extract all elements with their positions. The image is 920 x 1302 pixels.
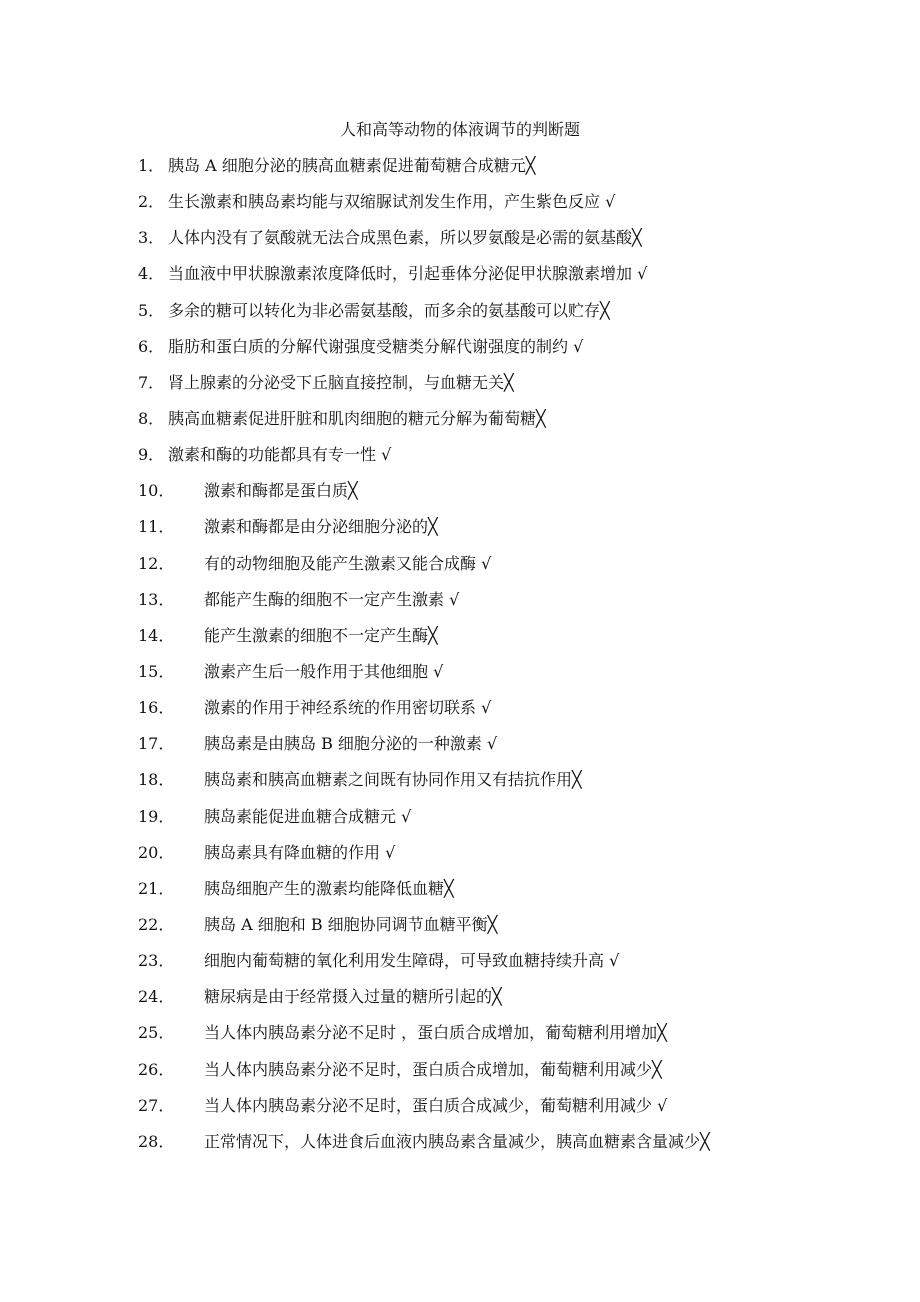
list-item bbox=[138, 842, 838, 878]
item-text: 人体内没有了氨酸就无法合成黑色素，所以罗氨酸是必需的氨基酸╳ bbox=[168, 228, 642, 248]
item-text: 当人体内胰岛素分泌不足时，蛋白质合成增加，葡萄糖利用减少╳ bbox=[204, 1059, 662, 1079]
item-number: 20． bbox=[138, 842, 175, 862]
list-item bbox=[138, 227, 838, 263]
list-item bbox=[138, 878, 838, 914]
item-text: 当人体内胰岛素分泌不足时，蛋白质合成减少，葡萄糖利用减少 √ bbox=[204, 1095, 668, 1115]
item-text: 多余的糖可以转化为非必需氨基酸，而多余的氨基酸可以贮存╳ bbox=[168, 300, 610, 320]
item-number: 19． bbox=[138, 806, 175, 826]
list-item bbox=[138, 697, 838, 733]
item-text: 细胞内葡萄糖的氧化利用发生障碍，可导致血糖持续升高 √ bbox=[204, 951, 620, 971]
item-text: 肾上腺素的分泌受下丘脑直接控制，与血糖无关╳ bbox=[168, 372, 514, 392]
list-item bbox=[138, 986, 838, 1022]
item-text: 胰岛 A 细胞分泌的胰高血糖素促进葡萄糖合成糖元╳ bbox=[168, 156, 536, 175]
item-number: 22． bbox=[138, 914, 175, 934]
item-number: 25． bbox=[138, 1023, 175, 1043]
item-number: 3． bbox=[138, 228, 165, 248]
item-number: 5． bbox=[138, 300, 165, 320]
list-item bbox=[138, 372, 838, 408]
item-text: 生长激素和胰岛素均能与双缩脲试剂发生作用，产生紫色反应 √ bbox=[168, 192, 616, 212]
item-number: 2． bbox=[138, 192, 165, 212]
item-text: 激素和酶都是蛋白质╳ bbox=[204, 481, 358, 501]
list-item bbox=[138, 625, 838, 661]
item-text: 当人体内胰岛素分泌不足时 ，蛋白质合成增加，葡萄糖利用增加╳ bbox=[204, 1023, 667, 1043]
item-number: 6． bbox=[138, 336, 165, 356]
item-number: 13． bbox=[138, 589, 175, 609]
item-number: 26． bbox=[138, 1059, 175, 1079]
list-item bbox=[138, 553, 838, 589]
list-item bbox=[138, 1095, 838, 1131]
list-item bbox=[138, 480, 838, 516]
item-number: 8． bbox=[138, 408, 165, 428]
item-number: 10． bbox=[138, 481, 175, 501]
list-item bbox=[138, 516, 838, 552]
item-number: 16． bbox=[138, 698, 175, 718]
list-item bbox=[138, 1131, 838, 1167]
item-number: 18． bbox=[138, 770, 175, 790]
document-title: 人和高等动物的体液调节的判断题 bbox=[339, 120, 580, 139]
list-item bbox=[138, 191, 838, 227]
list-item bbox=[138, 806, 838, 842]
item-number: 15． bbox=[138, 661, 175, 681]
question-list bbox=[138, 155, 838, 1167]
list-item bbox=[138, 408, 838, 444]
item-text: 有的动物细胞及能产生激素又能合成酶 √ bbox=[204, 553, 492, 573]
item-text: 激素的作用于神经系统的作用密切联系 √ bbox=[204, 698, 492, 718]
list-item bbox=[138, 155, 838, 191]
list-item bbox=[138, 336, 838, 372]
item-text: 能产生激素的细胞不一定产生酶╳ bbox=[204, 625, 438, 645]
item-number: 1． bbox=[138, 156, 165, 175]
item-number: 28． bbox=[138, 1131, 175, 1151]
item-text: 正常情况下，人体进食后血液内胰岛素含量减少，胰高血糖素含量减少╳ bbox=[204, 1131, 710, 1151]
item-number: 27． bbox=[138, 1095, 175, 1115]
list-item bbox=[138, 444, 838, 480]
list-item bbox=[138, 300, 838, 336]
list-item bbox=[138, 1059, 838, 1095]
item-number: 7． bbox=[138, 372, 165, 392]
list-item bbox=[138, 1022, 838, 1058]
list-item bbox=[138, 589, 838, 625]
item-text: 激素产生后一般作用于其他细胞 √ bbox=[204, 661, 444, 681]
item-number: 17． bbox=[138, 734, 175, 754]
item-text: 胰岛素能促进血糖合成糖元 √ bbox=[204, 806, 412, 826]
list-item bbox=[138, 950, 838, 986]
item-text: 脂肪和蛋白质的分解代谢强度受糖类分解代谢强度的制约 √ bbox=[168, 336, 584, 356]
item-text: 胰岛 A 细胞和 B 细胞协同调节血糖平衡╳ bbox=[204, 914, 498, 934]
item-text: 当血液中甲状腺激素浓度降低时，引起垂体分泌促甲状腺激素增加 √ bbox=[168, 264, 648, 284]
list-item bbox=[138, 661, 838, 697]
item-number: 21． bbox=[138, 878, 175, 898]
list-item bbox=[138, 733, 838, 769]
list-item bbox=[138, 263, 838, 299]
item-number: 11． bbox=[138, 517, 175, 537]
item-text: 激素和酶都是由分泌细胞分泌的╳ bbox=[204, 517, 438, 537]
item-text: 激素和酶的功能都具有专一性 √ bbox=[168, 445, 392, 465]
item-text: 都能产生酶的细胞不一定产生激素 √ bbox=[204, 589, 460, 609]
item-text: 胰岛素是由胰岛 B 细胞分泌的一种激素 √ bbox=[204, 734, 498, 754]
item-text: 胰岛细胞产生的激素均能降低血糖╳ bbox=[204, 878, 454, 898]
item-text: 胰岛素和胰高血糖素之间既有协同作用又有拮抗作用╳ bbox=[204, 770, 582, 790]
list-item bbox=[138, 769, 838, 805]
item-text: 胰高血糖素促进肝脏和肌肉细胞的糖元分解为葡萄糖╳ bbox=[168, 408, 546, 428]
item-text: 糖尿病是由于经常摄入过量的糖所引起的╳ bbox=[204, 987, 502, 1007]
item-text: 胰岛素具有降血糖的作用 √ bbox=[204, 842, 396, 862]
item-number: 14． bbox=[138, 625, 175, 645]
item-number: 23． bbox=[138, 951, 175, 971]
item-number: 4． bbox=[138, 264, 165, 284]
item-number: 9． bbox=[138, 445, 165, 465]
item-number: 24． bbox=[138, 987, 175, 1007]
item-number: 12． bbox=[138, 553, 175, 573]
list-item bbox=[138, 914, 838, 950]
